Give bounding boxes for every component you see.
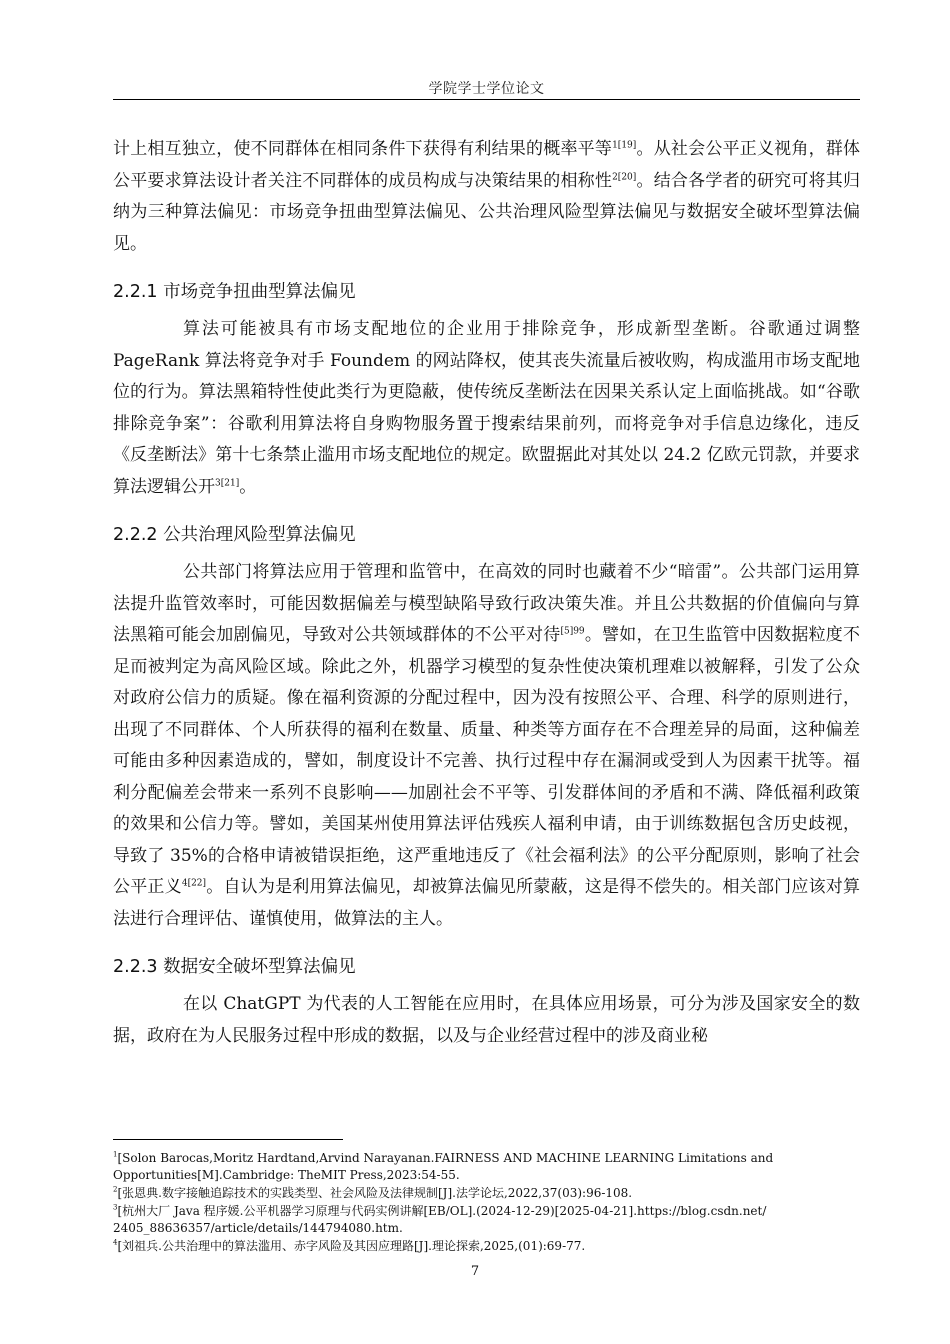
citation-mark: [5]99 [560, 626, 585, 637]
section-2-paragraph [113, 557, 860, 935]
citation-mark: 1[19] [612, 140, 637, 151]
footnote-text: [Solon Barocas,Moritz Hardtand,Arvind Narayanan.FAIRNESS AND MACHINE LEARNING Limitations and Opportunities[M].Cambridge: TheMIT Press,2023:54-55. [113, 1151, 774, 1182]
footnote-3 [113, 1203, 813, 1237]
citation-mark: 4[22] [181, 878, 207, 889]
footnotes [113, 1150, 813, 1256]
page-number: 7 [470, 1264, 480, 1279]
text-run: 。结合各学者的研究可将其归纳为三种算法偏见：市场竞争扭曲型算法偏见、公共治理风险型算法偏见与数据安全破坏型算法偏见。 [113, 170, 861, 254]
body-text [113, 134, 860, 1052]
footnote-2 [113, 1185, 813, 1202]
running-header: 学院学士学位论文 [428, 81, 545, 97]
footnote-text: [张恩典.数字接触追踪技术的实践类型、社会风险及法律规制[J].法学论坛,2022,37(03):96-108. [117, 1186, 633, 1200]
footnote-mark: 4 [113, 1238, 118, 1247]
footnote-text: [刘祖兵.公共治理中的算法滥用、赤字风险及其因应理路[J].理论探索,2025,(01):69-77. [117, 1239, 586, 1253]
footnote-mark: 1 [113, 1150, 118, 1159]
citation-mark: 2[20] [612, 172, 637, 183]
section-heading-2-2-2: 2.2.2 公共治理风险型算法偏见 [113, 525, 356, 545]
footnote-4 [113, 1238, 813, 1255]
text-run: 算法可能被具有市场支配地位的企业用于排除竞争，形成新型垄断。谷歌通过调整 PageRank 算法将竞争对手 Foundem 的网站降权，使其丧失流量后被收购，构成滥用市场支配地位的行为。算法黑箱特性使此类行为更隐蔽，使传统反垄断法在因果关系认定上面临挑战。如“谷歌排除竞争案”：谷歌利用算法将自身购物服务置于搜索结果前列，而将竞争对手信息边缘化，违反《反垄断法》第十七条禁止滥用市场支配地位的规定。欧盟据此对其处以 24.2 亿欧元罚款，并要求算法逻辑公开 [113, 319, 860, 497]
footnote-mark: 2 [113, 1185, 118, 1194]
section-1-paragraph [113, 314, 860, 503]
text-run: 在以 ChatGPT 为代表的人工智能在应用时，在具体应用场景，可分为涉及国家安全的数据，政府在为人民服务过程中形成的数据，以及与企业经营过程中的涉及商业秘 [113, 994, 860, 1046]
text-run: 。譬如，在卫生监管中因数据粒度不足而被判定为高风险区域。除此之外，机器学习模型的复杂性使决策机理难以被解释，引发了公众对政府公信力的质疑。像在福利资源的分配过程中，因为没有按照公平、合理、科学的原则进行，出现了不同群体、个人所获得的福利在数量、质量、种类等方面存在不合理差异的局面，这种偏差可能由多种因素造成的，譬如，制度设计不完善、执行过程中存在漏洞或受到人为因素干扰等。福利分配偏差会带来一系列不良影响——加剧社会不平等、引发群体间的矛盾和不满、降低福利政策的效果和公信力等。譬如，美国某州使用算法评估残疾人福利申请，由于训练数据包含历史歧视，导致了 35%的合格申请被错误拒绝，这严重地违反了《社会福利法》的公平分配原则，影响了社会公平正义 [113, 625, 861, 897]
text-run: 计上相互独立，使不同群体在相同条件下获得有利结果的概率平等 [113, 139, 613, 159]
header-rule [113, 99, 860, 100]
section-3-paragraph [113, 989, 860, 1052]
text-run: 。 [239, 476, 257, 497]
text-run: 。自认为是利用算法偏见，却被算法偏见所蒙蔽，这是得不偿失的。相关部门应该对算法进行合理评估、谨慎使用，做算法的主人。 [113, 877, 861, 929]
footnote-text: [杭州大厂 Java 程序媛.公平机器学习原理与代码实例讲解[EB/OL].(2024-12-29)[2025-04-21].https://blog.csdn.net/ 2405_88636357/article/details/144794080.htm. [113, 1204, 767, 1235]
citation-mark: 3[21] [215, 478, 240, 489]
text-run: 公共部门将算法应用于管理和监管中，在高效的同时也藏着不少“暗雷”。公共部门运用算法提升监管效率时，可能因数据偏差与模型缺陷导致行政决策失准。并且公共数据的价值偏向与算法黑箱可能会加剧偏见，导致对公共领域群体的不公平对待 [113, 562, 860, 645]
section-heading-2-2-1: 2.2.1 市场竞争扭曲型算法偏见 [113, 282, 356, 302]
section-heading-2-2-3: 2.2.3 数据安全破坏型算法偏见 [113, 957, 356, 977]
text-run: 。从社会公平正义视角，群体公平要求算法设计者关注不同群体的成员构成与决策结果的相称性 [113, 139, 861, 191]
opening-paragraph [113, 134, 860, 260]
footnote-mark: 3 [113, 1203, 118, 1212]
footnote-1 [113, 1150, 813, 1184]
footnote-rule [113, 1139, 343, 1140]
